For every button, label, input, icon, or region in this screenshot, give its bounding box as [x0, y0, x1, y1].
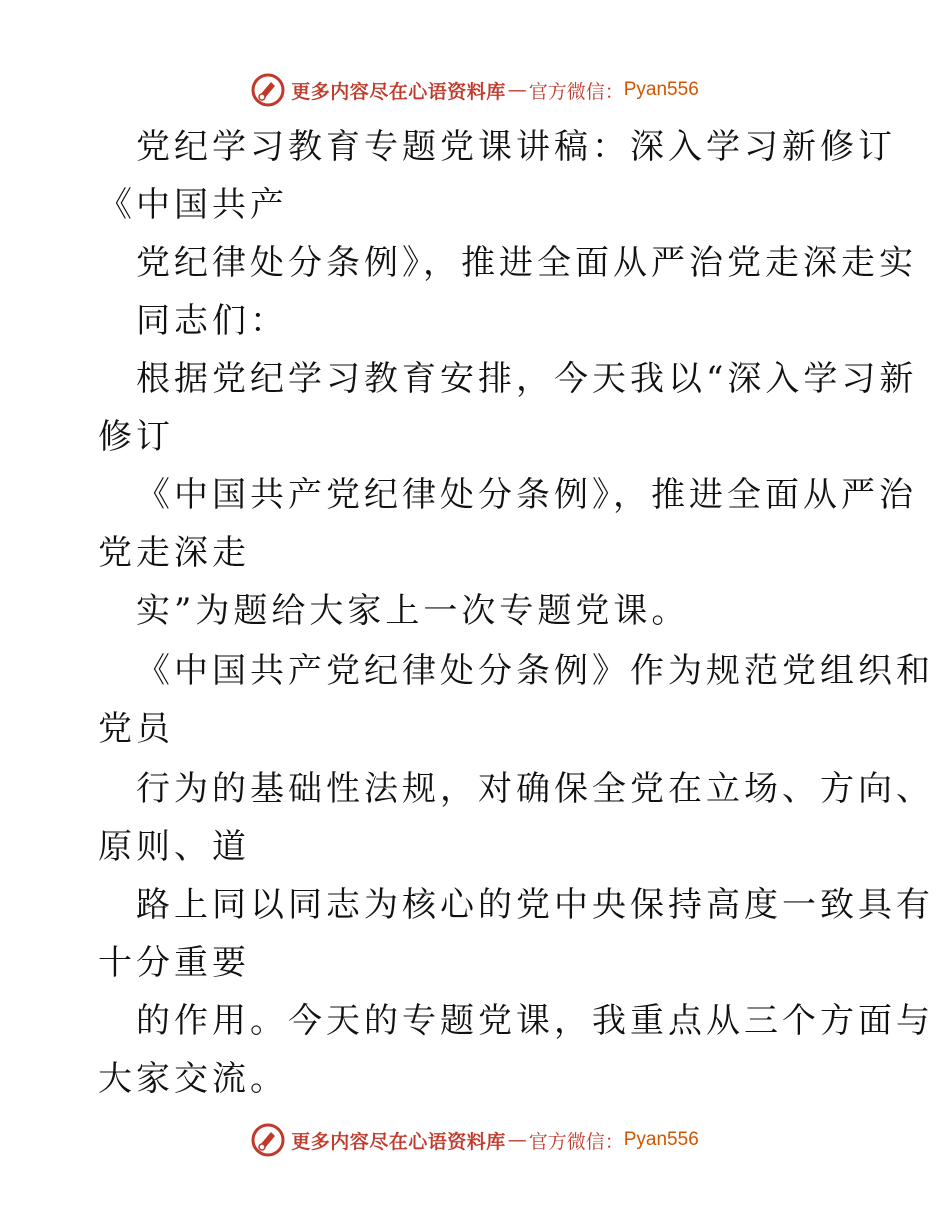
- paragraph-line: 十分重要: [98, 943, 250, 983]
- watermark-header: [0, 70, 950, 110]
- watermark-separator: —: [507, 1129, 527, 1151]
- title-line-2: 《中国共产: [98, 185, 288, 225]
- paragraph-line: 根据党纪学习教育安排，今天我以“深入学习新: [136, 359, 918, 399]
- watermark-main-text: 更多内容尽在心语资料库: [291, 80, 506, 103]
- paragraph-line: 修订: [98, 417, 174, 457]
- paragraph-line: 《中国共产党纪律处分条例》，推进全面从严治: [136, 475, 917, 515]
- salutation: 同志们：: [136, 301, 288, 341]
- watermark-footer: [0, 1120, 950, 1160]
- paragraph-line: 路上同以同志为核心的党中央保持高度一致具有: [136, 885, 934, 925]
- watermark-main-text: 更多内容尽在心语资料库: [291, 1130, 506, 1153]
- logo-icon: [251, 73, 285, 107]
- paragraph-line: 党走深走: [98, 533, 250, 573]
- paragraph-line: 的作用。今天的专题党课，我重点从三个方面与: [136, 1001, 934, 1041]
- paragraph-line: 实”为题给大家上一次专题党课。: [136, 591, 690, 631]
- title-line-3: 党纪律处分条例》，推进全面从严治党走深走实: [136, 243, 917, 283]
- watermark-separator: —: [507, 79, 527, 101]
- paragraph-line: 党员: [98, 709, 174, 749]
- watermark-wechat-id: Pyan556: [623, 1129, 699, 1150]
- watermark-wechat-id: Pyan556: [623, 79, 699, 100]
- logo-icon: [251, 1123, 285, 1157]
- title-line-1: 党纪学习教育专题党课讲稿：深入学习新修订: [136, 127, 896, 167]
- watermark-wechat-label: 官方微信：: [528, 1130, 624, 1153]
- paragraph-line: 行为的基础性法规，对确保全党在立场、方向、: [136, 769, 934, 809]
- paragraph-line: 原则、道: [98, 827, 250, 867]
- paragraph-line: 大家交流。: [98, 1059, 288, 1099]
- paragraph-line: 《中国共产党纪律处分条例》作为规范党组织和: [136, 651, 934, 691]
- watermark-wechat-label: 官方微信：: [528, 80, 624, 103]
